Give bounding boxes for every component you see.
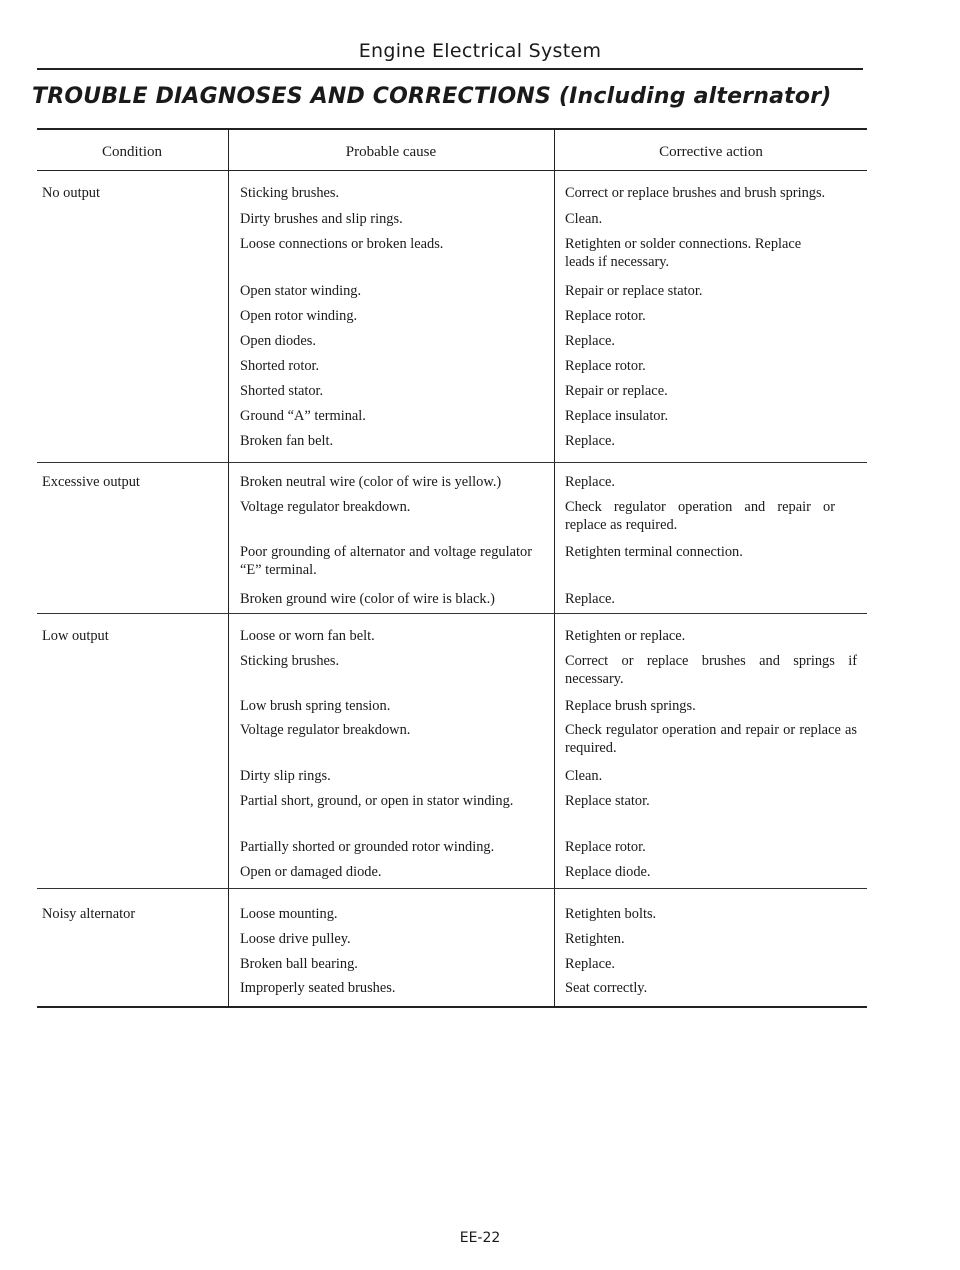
probable-cause: Open rotor winding. [240,308,358,324]
probable-cause: Ground “A” terminal. [240,408,366,424]
corrective-action: Replace rotor. [565,839,646,855]
corrective-action: Replace. [565,474,615,490]
corrective-action: Replace. [565,333,615,349]
group-divider [37,613,867,614]
corrective-action: Replace diode. [565,864,651,880]
corrective-action: Replace brush springs. [565,698,696,714]
probable-cause: Open or damaged diode. [240,864,382,880]
corrective-action: Clean. [565,211,603,227]
title-rule [37,128,867,130]
corrective-action: Replace insulator. [565,408,669,424]
probable-cause: Partially shorted or grounded rotor winding. [240,839,495,855]
corrective-action: Repair or replace stator. [565,283,703,299]
probable-cause: Shorted rotor. [240,358,320,374]
probable-cause: Sticking brushes. [240,185,340,201]
page-title: TROUBLE DIAGNOSES AND CORRECTIONS (Including alternator) [32,84,832,109]
header-row-rule [37,170,867,171]
table-bottom-rule [37,1006,867,1008]
probable-cause: Sticking brushes. [240,653,340,669]
probable-cause: Partial short, ground, or open in stator winding. [240,793,514,809]
probable-cause: Voltage regulator breakdown. [240,499,411,515]
corrective-action: Check regulator operation and repair or replace as required. [565,722,857,756]
corrective-action: Clean. [565,768,603,784]
probable-cause: Dirty brushes and slip rings. [240,211,403,227]
condition-label: Low output [42,628,109,644]
corrective-action: Replace rotor. [565,358,646,374]
corrective-action: Replace stator. [565,793,650,809]
probable-cause: Open diodes. [240,333,316,349]
corrective-action: Retighten bolts. [565,906,657,922]
probable-cause: Shorted stator. [240,383,324,399]
corrective-action: Retighten terminal connection. [565,544,743,560]
corrective-action: Retighten or replace. [565,628,686,644]
probable-cause: Loose connections or broken leads. [240,236,444,252]
corrective-action: Replace rotor. [565,308,646,324]
group-divider [37,462,867,463]
probable-cause: Open stator winding. [240,283,362,299]
condition-label: Excessive output [42,474,140,490]
corrective-action: Retighten. [565,931,625,947]
column-divider [228,128,229,1006]
group-divider [37,888,867,889]
probable-cause: Broken fan belt. [240,433,334,449]
page-number: EE-22 [459,1230,501,1246]
probable-cause: Broken neutral wire (color of wire is yellow.) [240,474,502,490]
probable-cause: Broken ground wire (color of wire is black.) [240,591,495,607]
corrective-action: Seat correctly. [565,980,648,996]
condition-label: No output [42,185,100,201]
probable-cause: Low brush spring tension. [240,698,391,714]
probable-cause: Loose mounting. [240,906,338,922]
corrective-action: Replace. [565,956,615,972]
corrective-action: Retighten or solder connections. Replace leads if necessary. [565,236,802,270]
probable-cause: Poor grounding of alternator and voltage regulator “E” terminal. [240,544,532,578]
corrective-action: Check regulator operation and repair or replace as required. [565,499,835,533]
condition-label: Noisy alternator [42,906,136,922]
column-header-corrective-action: Corrective action [659,144,763,160]
probable-cause: Broken ball bearing. [240,956,358,972]
probable-cause: Dirty slip rings. [240,768,331,784]
corrective-action: Replace. [565,433,615,449]
probable-cause: Improperly seated brushes. [240,980,396,996]
probable-cause: Loose or worn fan belt. [240,628,375,644]
page-header: Engine Electrical System [358,40,602,62]
corrective-action: Correct or replace brushes and springs if necessary. [565,653,857,687]
corrective-action: Correct or replace brushes and brush springs. [565,185,826,201]
corrective-action: Repair or replace. [565,383,668,399]
corrective-action: Replace. [565,591,615,607]
header-rule [37,68,863,70]
probable-cause: Voltage regulator breakdown. [240,722,411,738]
probable-cause: Loose drive pulley. [240,931,351,947]
column-divider [554,128,555,1006]
column-header-condition: Condition [101,144,162,160]
column-header-probable-cause: Probable cause [345,144,437,160]
